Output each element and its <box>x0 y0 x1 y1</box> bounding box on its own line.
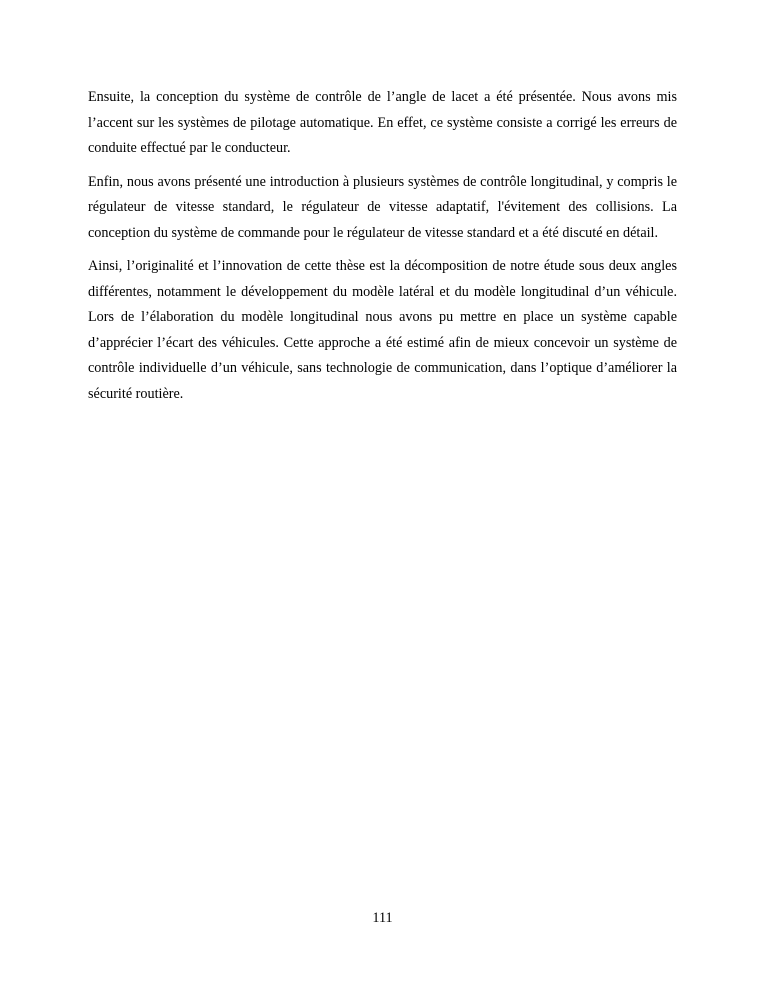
paragraph-yaw-control: Ensuite, la conception du système de contrôle de l’angle de lacet a été présentée. Nous avons mis l’accent sur les systèmes de pilotage automatique. En effet, ce système consiste a corrigé les erreurs de conduite effectué par le conducteur. <box>88 89 677 156</box>
paragraph-longitudinal-control: Enfin, nous avons présenté une introduction à plusieurs systèmes de contrôle longitudinal, y compris le régulateur de vitesse standard, le régulateur de vitesse adaptatif, l'évitement des collisions. La conception du système de commande pour le régulateur de vitesse standard et a été discuté en détail. <box>88 173 677 241</box>
paragraph-originality: Ainsi, l’originalité et l’innovation de cette thèse est la décomposition de notre étude sous deux angles différentes, notamment le développement du modèle latéral et du modèle longitudinal d’un véhicule. Lors de l’élaboration du modèle longitudinal nous avons pu mettre en place un système capable d’apprécier l’écart des véhicules. Cette approche a été estimé afin de mieux concevoir un système de contrôle individuelle d’un véhicule, sans technologie de communication, dans l’optique d’améliorer la sécurité routière. <box>88 258 677 402</box>
page-number: 111 <box>372 910 393 926</box>
body-text <box>88 85 677 415</box>
